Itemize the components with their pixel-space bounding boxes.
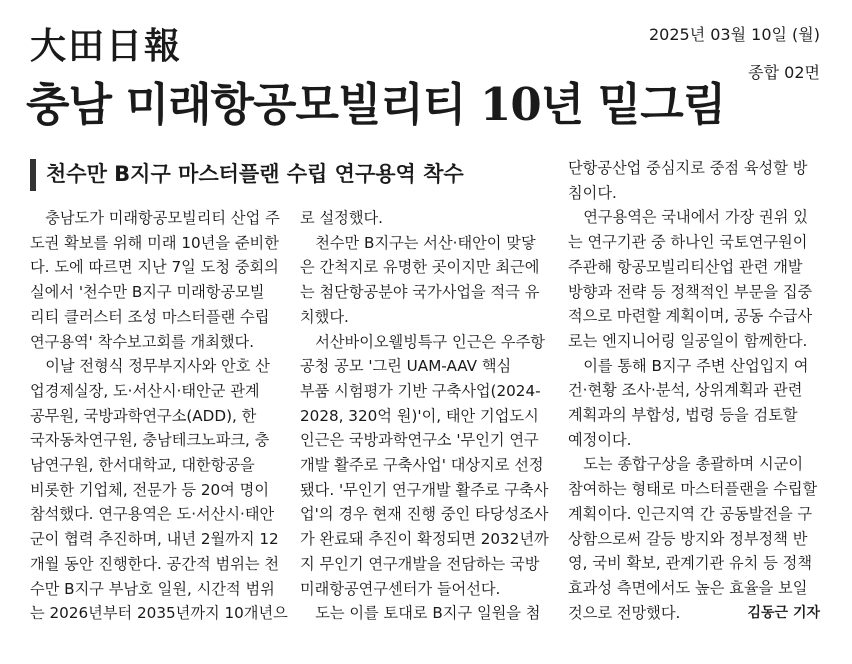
- article-line: 참석했다. 연구용역은 도·서산시·태안: [30, 505, 275, 524]
- article-column-2: [300, 206, 550, 626]
- article-line: 연구용역은 국내에서 가장 권위 있: [568, 208, 808, 227]
- article-line: 인근은 국방과학연구소 '무인기 연구: [300, 431, 539, 450]
- article-line: 부품 시험평가 기반 구축사업(2024-: [300, 381, 541, 400]
- byline: 김동근 기자: [747, 604, 820, 621]
- article-line: 이를 통해 B지구 주변 산업입지 여: [568, 356, 809, 375]
- article-line: 가 완료돼 추진이 확정되면 2032년까: [300, 530, 549, 549]
- article-line: 치했다.: [300, 307, 349, 326]
- article-line: 도는 이를 토대로 B지구 일원을 첨: [300, 604, 541, 623]
- article-line: 계획이다. 인근지역 간 공동발전을 구: [568, 504, 813, 523]
- article-line: 효과성 측면에서도 높은 효율을 보일: [568, 578, 808, 597]
- article-line: 건·현황 조사·분석, 상위계획과 관련: [568, 381, 803, 400]
- headline: 충남 미래항공모빌리티 10년 밑그림: [26, 78, 726, 131]
- article-line: 군이 협력 추진하며, 내년 2월까지 12: [30, 530, 279, 549]
- article-line: 로는 엔지니어링 일공일이 함께한다.: [568, 331, 808, 350]
- article-line: 다. 도에 따르면 지난 7일 도청 중회의: [30, 258, 279, 277]
- article-line: 예정이다.: [568, 430, 632, 449]
- article-line: 이날 전형식 정무부지사와 안호 산: [30, 357, 270, 376]
- article-line: 방향과 전략 등 정책적인 부문을 집중: [568, 282, 813, 301]
- article-line: 은 간척지로 유명한 곳이지만 최근에: [300, 258, 540, 277]
- article-line: 침이다.: [568, 183, 617, 202]
- article-line: 됐다. '무인기 연구개발 활주로 구축사: [300, 480, 549, 499]
- article-line: 는 연구기관 중 하나인 국토연구원이: [568, 233, 808, 252]
- subheadline: 천수만 B지구 마스터플랜 수립 연구용역 착수: [30, 159, 566, 191]
- article-line: 리티 클러스터 조성 마스터플랜 수립: [30, 307, 270, 326]
- article-line: 상함으로써 갈등 방지와 정부정책 반: [568, 529, 808, 548]
- article-line: 영, 국비 확보, 관계기관 유치 등 정책: [568, 554, 813, 573]
- article-line: 업'의 경우 현재 진행 중인 타당성조사: [300, 505, 549, 524]
- article-line: 단항공산업 중심지로 중점 육성할 방: [568, 159, 808, 177]
- article-line: 계획과의 부합성, 법령 등을 검토할: [568, 406, 798, 425]
- article-line: 수만 B지구 부남호 일원, 시간적 범위: [30, 579, 275, 598]
- article-line: 는 2026년부터 2035년까지 10개년으: [30, 604, 288, 623]
- article-line: 주관해 항공모빌리티산업 관련 개발: [568, 257, 803, 276]
- article-line: 국자동차연구원, 충남테크노파크, 충: [30, 431, 270, 450]
- article-line: 비롯한 기업체, 전문가 등 20여 명이: [30, 480, 270, 499]
- article-line: 도는 종합구상을 총괄하며 시군이: [568, 455, 804, 474]
- article-line: 적으로 마련할 계획이며, 공동 수급사: [568, 307, 813, 326]
- article-line: 업경제실장, 도·서산시·태안군 관계: [30, 381, 260, 400]
- article-line: 공청 공모 '그린 UAM-AAV 핵심: [300, 357, 512, 376]
- issue-date: 2025년 03월 10일 (월): [648, 25, 820, 44]
- article-line: 지 무인기 연구개발을 전담하는 국방: [300, 554, 540, 573]
- article-line: 참여하는 형태로 마스터플랜을 수립할: [568, 480, 818, 499]
- article-line: 서산바이오웰빙특구 인근은 우주항: [300, 332, 545, 351]
- article-line: 연구용역' 착수보고회를 개최했다.: [30, 332, 255, 351]
- article-line: 개월 동안 진행한다. 공간적 범위는 천: [30, 554, 280, 573]
- article-column-1: [30, 206, 288, 626]
- page-section: 종합 02면: [748, 63, 820, 82]
- article-line-text: 것으로 전망했다.: [568, 603, 681, 622]
- article-line: 는 첨단항공분야 국가사업을 적극 유: [300, 283, 540, 302]
- masthead-logo: 大田日報: [30, 25, 183, 67]
- article-line: 남연구원, 한서대학교, 대한항공을: [30, 456, 255, 475]
- article-line: 미래항공연구센터가 들어선다.: [300, 579, 501, 598]
- article-line: [568, 601, 820, 626]
- article-line: 충남도가 미래항공모빌리티 산업 주: [30, 209, 280, 227]
- article-column-3: [568, 156, 820, 625]
- article-line: 로 설정했다.: [300, 209, 384, 227]
- article-line: 도권 확보를 위해 미래 10년을 준비한: [30, 233, 279, 252]
- article-line: 실에서 '천수만 B지구 미래항공모빌: [30, 283, 265, 302]
- article-line: 2028, 320억 원)'이, 태안 기업도시: [300, 406, 539, 425]
- article-line: 천수만 B지구는 서산·태안이 맞닿: [300, 233, 536, 252]
- article-line: 공무원, 국방과학연구소(ADD), 한: [30, 406, 257, 425]
- article-line: 개발 활주로 구축사업' 대상지로 선정: [300, 456, 544, 475]
